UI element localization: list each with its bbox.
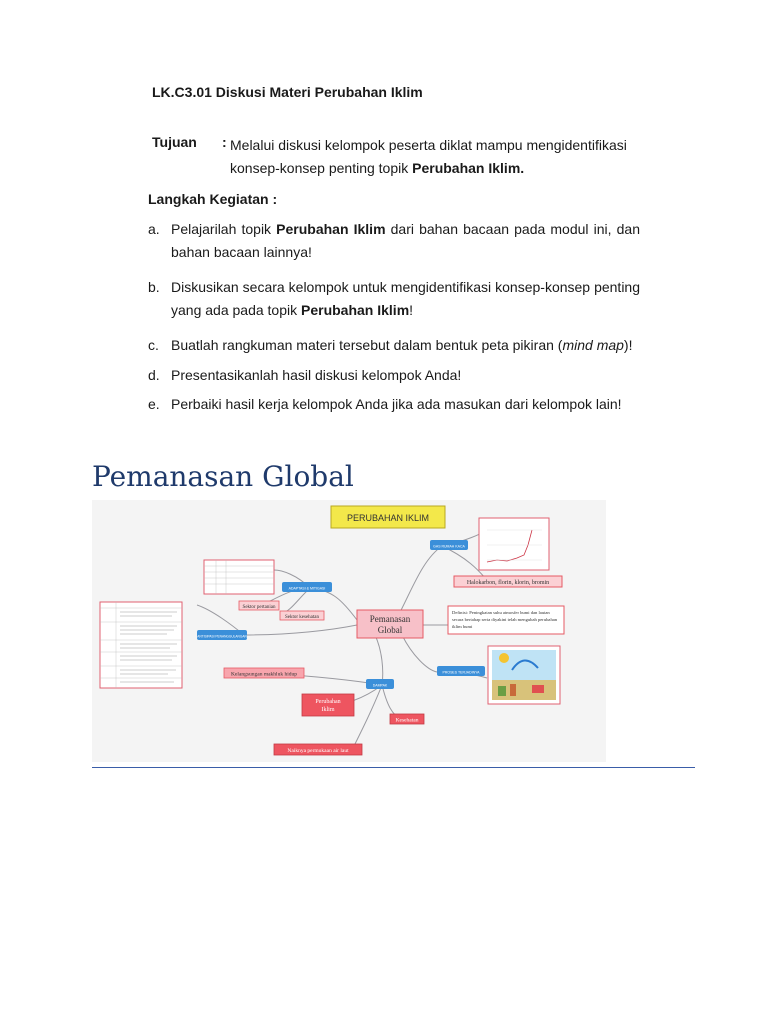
step-letter: d. (148, 367, 160, 383)
center-node-line1: Pemanasan (369, 614, 411, 624)
worksheet-title: LK.C3.01 Diskusi Materi Perubahan Iklim (152, 84, 423, 100)
node-dampak: DAMPAK (372, 683, 388, 688)
langkah-heading: Langkah Kegiatan : (148, 191, 278, 207)
definisi-line: Definisi: Peningkatan suhu atmosfer bumi dan lautan (452, 610, 550, 615)
leaf-sektor-kesehatan: Sektor kesehatan (284, 615, 320, 620)
step-italic: mind map (562, 337, 624, 353)
step-letter: e. (148, 396, 160, 412)
step-letter: a. (148, 221, 160, 237)
leaf-naiknya: Naiknya permukaan air laut (287, 748, 349, 754)
node-gas: GAS RUMAH KACA (433, 544, 465, 549)
step-text: Perbaiki hasil kerja kelompok Anda jika ada masukan dari kelompok lain! (171, 396, 622, 412)
mindmap-header: PERUBAHAN IKLIM (346, 513, 430, 523)
step-item (148, 364, 640, 387)
tujuan-text-plain: Melalui diskusi kelompok peserta diklat mampu mengidentifikasi konsep-konsep penting topik (230, 137, 627, 176)
step-item (148, 218, 640, 264)
node-antisipasi: ANTISIPASI PENANGGULANGAN (197, 634, 247, 639)
step-bold: Perubahan Iklim (276, 221, 386, 237)
tujuan-text-bold: Perubahan Iklim. (412, 160, 525, 176)
leaf-perubahan-iklim-line2: Iklim (321, 707, 335, 713)
tujuan-label: Tujuan (152, 134, 197, 150)
node-proses: PROSES TERJADINYA (442, 670, 480, 675)
step-letter: b. (148, 279, 160, 295)
mind-map-image (92, 500, 606, 762)
definisi-line: secara bertahap serta diyakini telah mengubah perubahan (452, 617, 558, 622)
step-text: dari bahan bacaan pada modul ini, dan bahan bacaan lainnya! (171, 221, 640, 260)
step-text: )! (623, 337, 633, 353)
center-node-line2: Global (377, 625, 403, 635)
step-text: Diskusikan secara kelompok untuk mengidentifikasi konsep-konsep penting yang ada pada topik (171, 279, 640, 318)
definisi-line: iklim bumi (452, 624, 473, 629)
tujuan-colon: : (222, 134, 227, 150)
step-item (148, 276, 640, 322)
step-text: Presentasikanlah hasil diskusi kelompok Anda! (171, 367, 462, 383)
section-heading: Pemanasan Global (92, 460, 354, 493)
leaf-perubahan-iklim-line1: Perubahan (315, 699, 341, 705)
step-letter: c. (148, 337, 159, 353)
node-adaptasi: ADAPTASI & MITIGASI (288, 586, 326, 591)
leaf-halokarbon: Halokarbon, florin, klorin, bromin (466, 580, 550, 586)
step-text: Buatlah rangkuman materi tersebut dalam bentuk peta pikiran ( (171, 337, 563, 353)
step-item (148, 334, 640, 357)
step-text: Pelajarilah topik (171, 221, 277, 237)
horizontal-rule (92, 767, 695, 768)
step-item (148, 393, 640, 416)
step-bold: Perubahan Iklim (301, 302, 410, 318)
leaf-sektor-pertanian: Sektor pertanian (242, 605, 276, 610)
tujuan-text (230, 134, 650, 180)
step-text: ! (409, 302, 414, 318)
leaf-kesehatan: Kesehatan (395, 717, 419, 724)
leaf-kelangsungan: Kelangsungan makhluk hidup (231, 671, 297, 678)
